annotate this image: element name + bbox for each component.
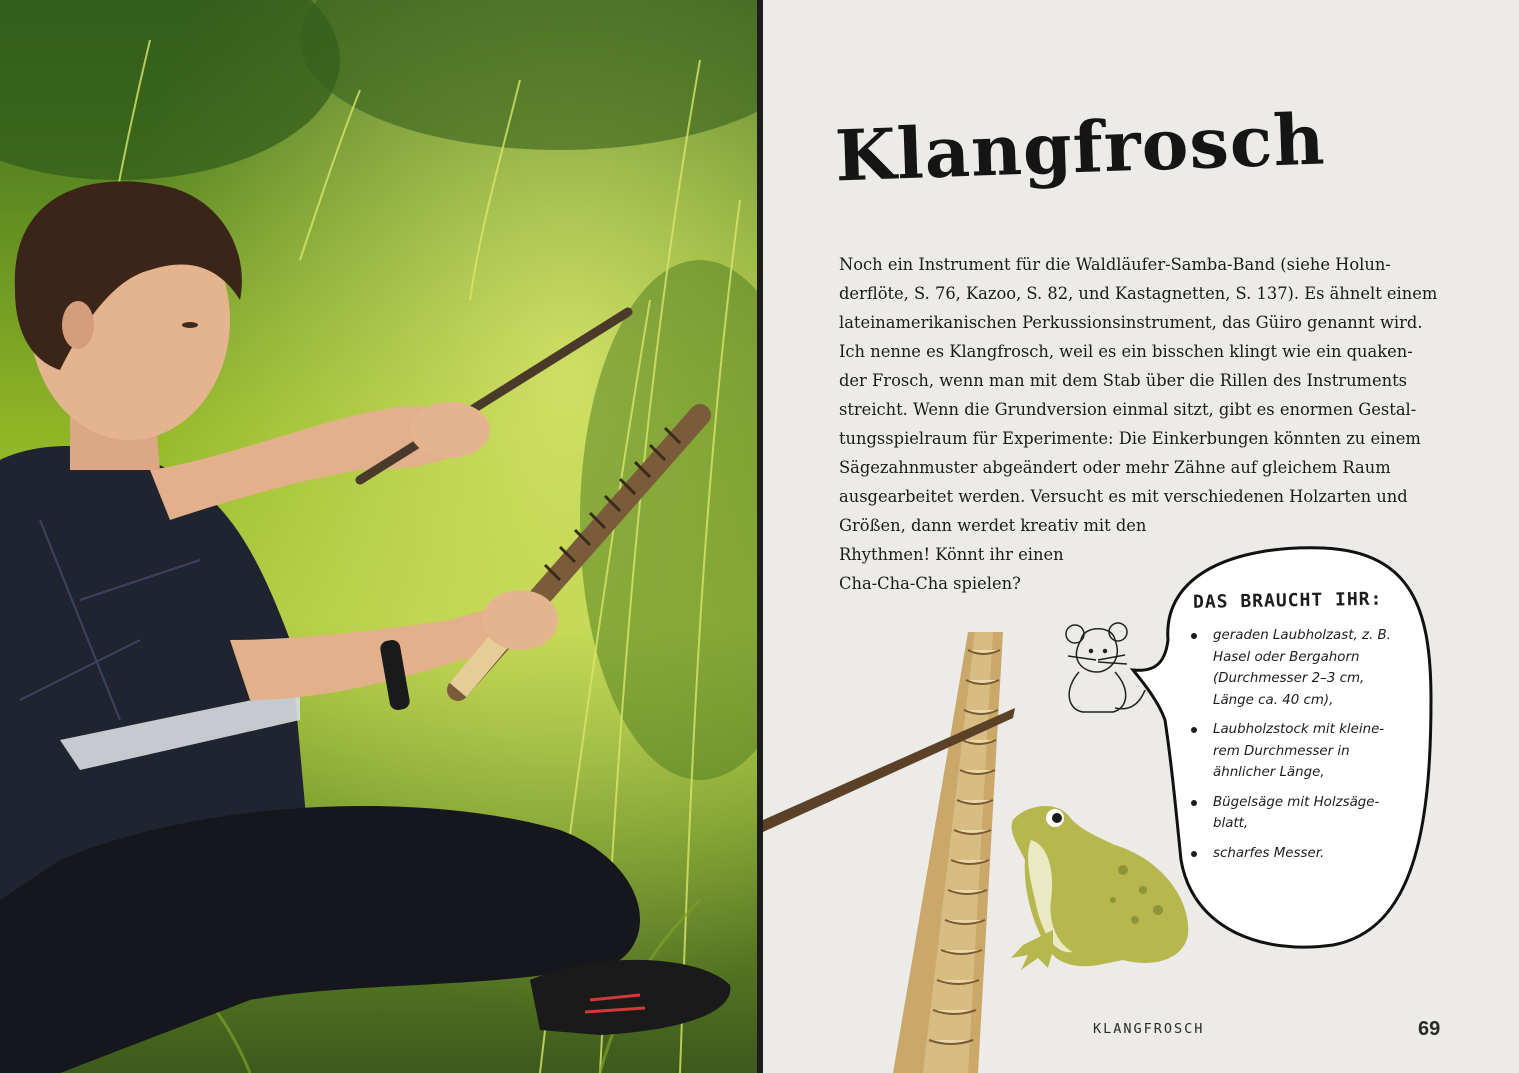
- materials-item-line: blatt,: [1213, 816, 1249, 831]
- materials-item-line: rem Durchmesser in: [1213, 743, 1350, 759]
- materials-item-line: Hasel oder Bergahorn: [1213, 649, 1360, 665]
- materials-item: [1183, 625, 1413, 711]
- materials-item-line: Länge ca. 40 cm),: [1213, 692, 1334, 708]
- bullet-icon: [1191, 727, 1197, 733]
- body-line: der Frosch, wenn man mit dem Stab über die Rillen des Instruments: [839, 371, 1408, 390]
- materials-item-line: scharfes Messer.: [1213, 845, 1325, 861]
- guiro-stick-photo: [763, 632, 1015, 1073]
- materials-item-line: (Durchmesser 2–3 cm,: [1213, 671, 1365, 686]
- photo-boy-with-guiro: [0, 0, 757, 1073]
- body-line: Ich nenne es Klangfrosch, weil es ein bisschen klingt wie ein quaken-: [839, 342, 1413, 361]
- materials-item-line: ähnlicher Länge,: [1213, 765, 1325, 780]
- body-line: Cha-Cha-Cha spielen?: [839, 574, 1021, 593]
- body-line: Rhythmen! Könnt ihr einen: [839, 545, 1064, 564]
- body-line: Noch ein Instrument für die Waldläufer-Samba-Band (siehe Holun-: [839, 255, 1391, 274]
- materials-heading: DAS BRAUCHT IHR:: [1192, 588, 1383, 613]
- body-paragraph: [839, 250, 1459, 598]
- text-page: [763, 0, 1519, 1073]
- body-line: Sägezahnmuster abgeändert oder mehr Zähne auf gleichem Raum: [839, 458, 1391, 477]
- materials-item-line: geraden Laubholzast, z. B.: [1213, 628, 1391, 643]
- page-number: 69: [1418, 1018, 1441, 1040]
- mouse-drawing: [1066, 623, 1145, 712]
- body-line: tungsspielraum für Experimente: Die Einkerbungen könnten zu einem: [839, 429, 1421, 448]
- bullet-icon: [1191, 851, 1197, 857]
- frog-illustration: [1011, 806, 1188, 970]
- body-line: ausgearbeitet werden. Versucht es mit verschiedenen Holzarten und: [839, 487, 1408, 506]
- bullet-icon: [1191, 800, 1197, 806]
- materials-list: [1183, 625, 1413, 864]
- materials-item: [1183, 843, 1413, 865]
- materials-item: [1183, 719, 1413, 784]
- page-title: Klangfrosch: [833, 97, 1327, 198]
- materials-item-line: Bügelsäge mit Holzsäge-: [1213, 794, 1380, 810]
- body-line: Größen, dann werdet kreativ mit den: [839, 516, 1147, 535]
- body-line: derflöte, S. 76, Kazoo, S. 82, und Kastagnetten, S. 137). Es ähnelt einem: [839, 284, 1438, 303]
- bullet-icon: [1191, 633, 1197, 639]
- materials-item-line: Laubholzstock mit kleine-: [1213, 722, 1385, 737]
- materials-box: [1183, 590, 1413, 872]
- body-line: lateinamerikanischen Perkussionsinstrument, das Güiro genannt wird.: [839, 313, 1423, 332]
- photo-illustration: [0, 0, 757, 1073]
- materials-item: [1183, 792, 1413, 835]
- running-footer: KLANGFROSCH: [1093, 1021, 1205, 1037]
- body-line: streicht. Wenn die Grundversion einmal sitzt, gibt es enormen Gestal-: [839, 400, 1417, 419]
